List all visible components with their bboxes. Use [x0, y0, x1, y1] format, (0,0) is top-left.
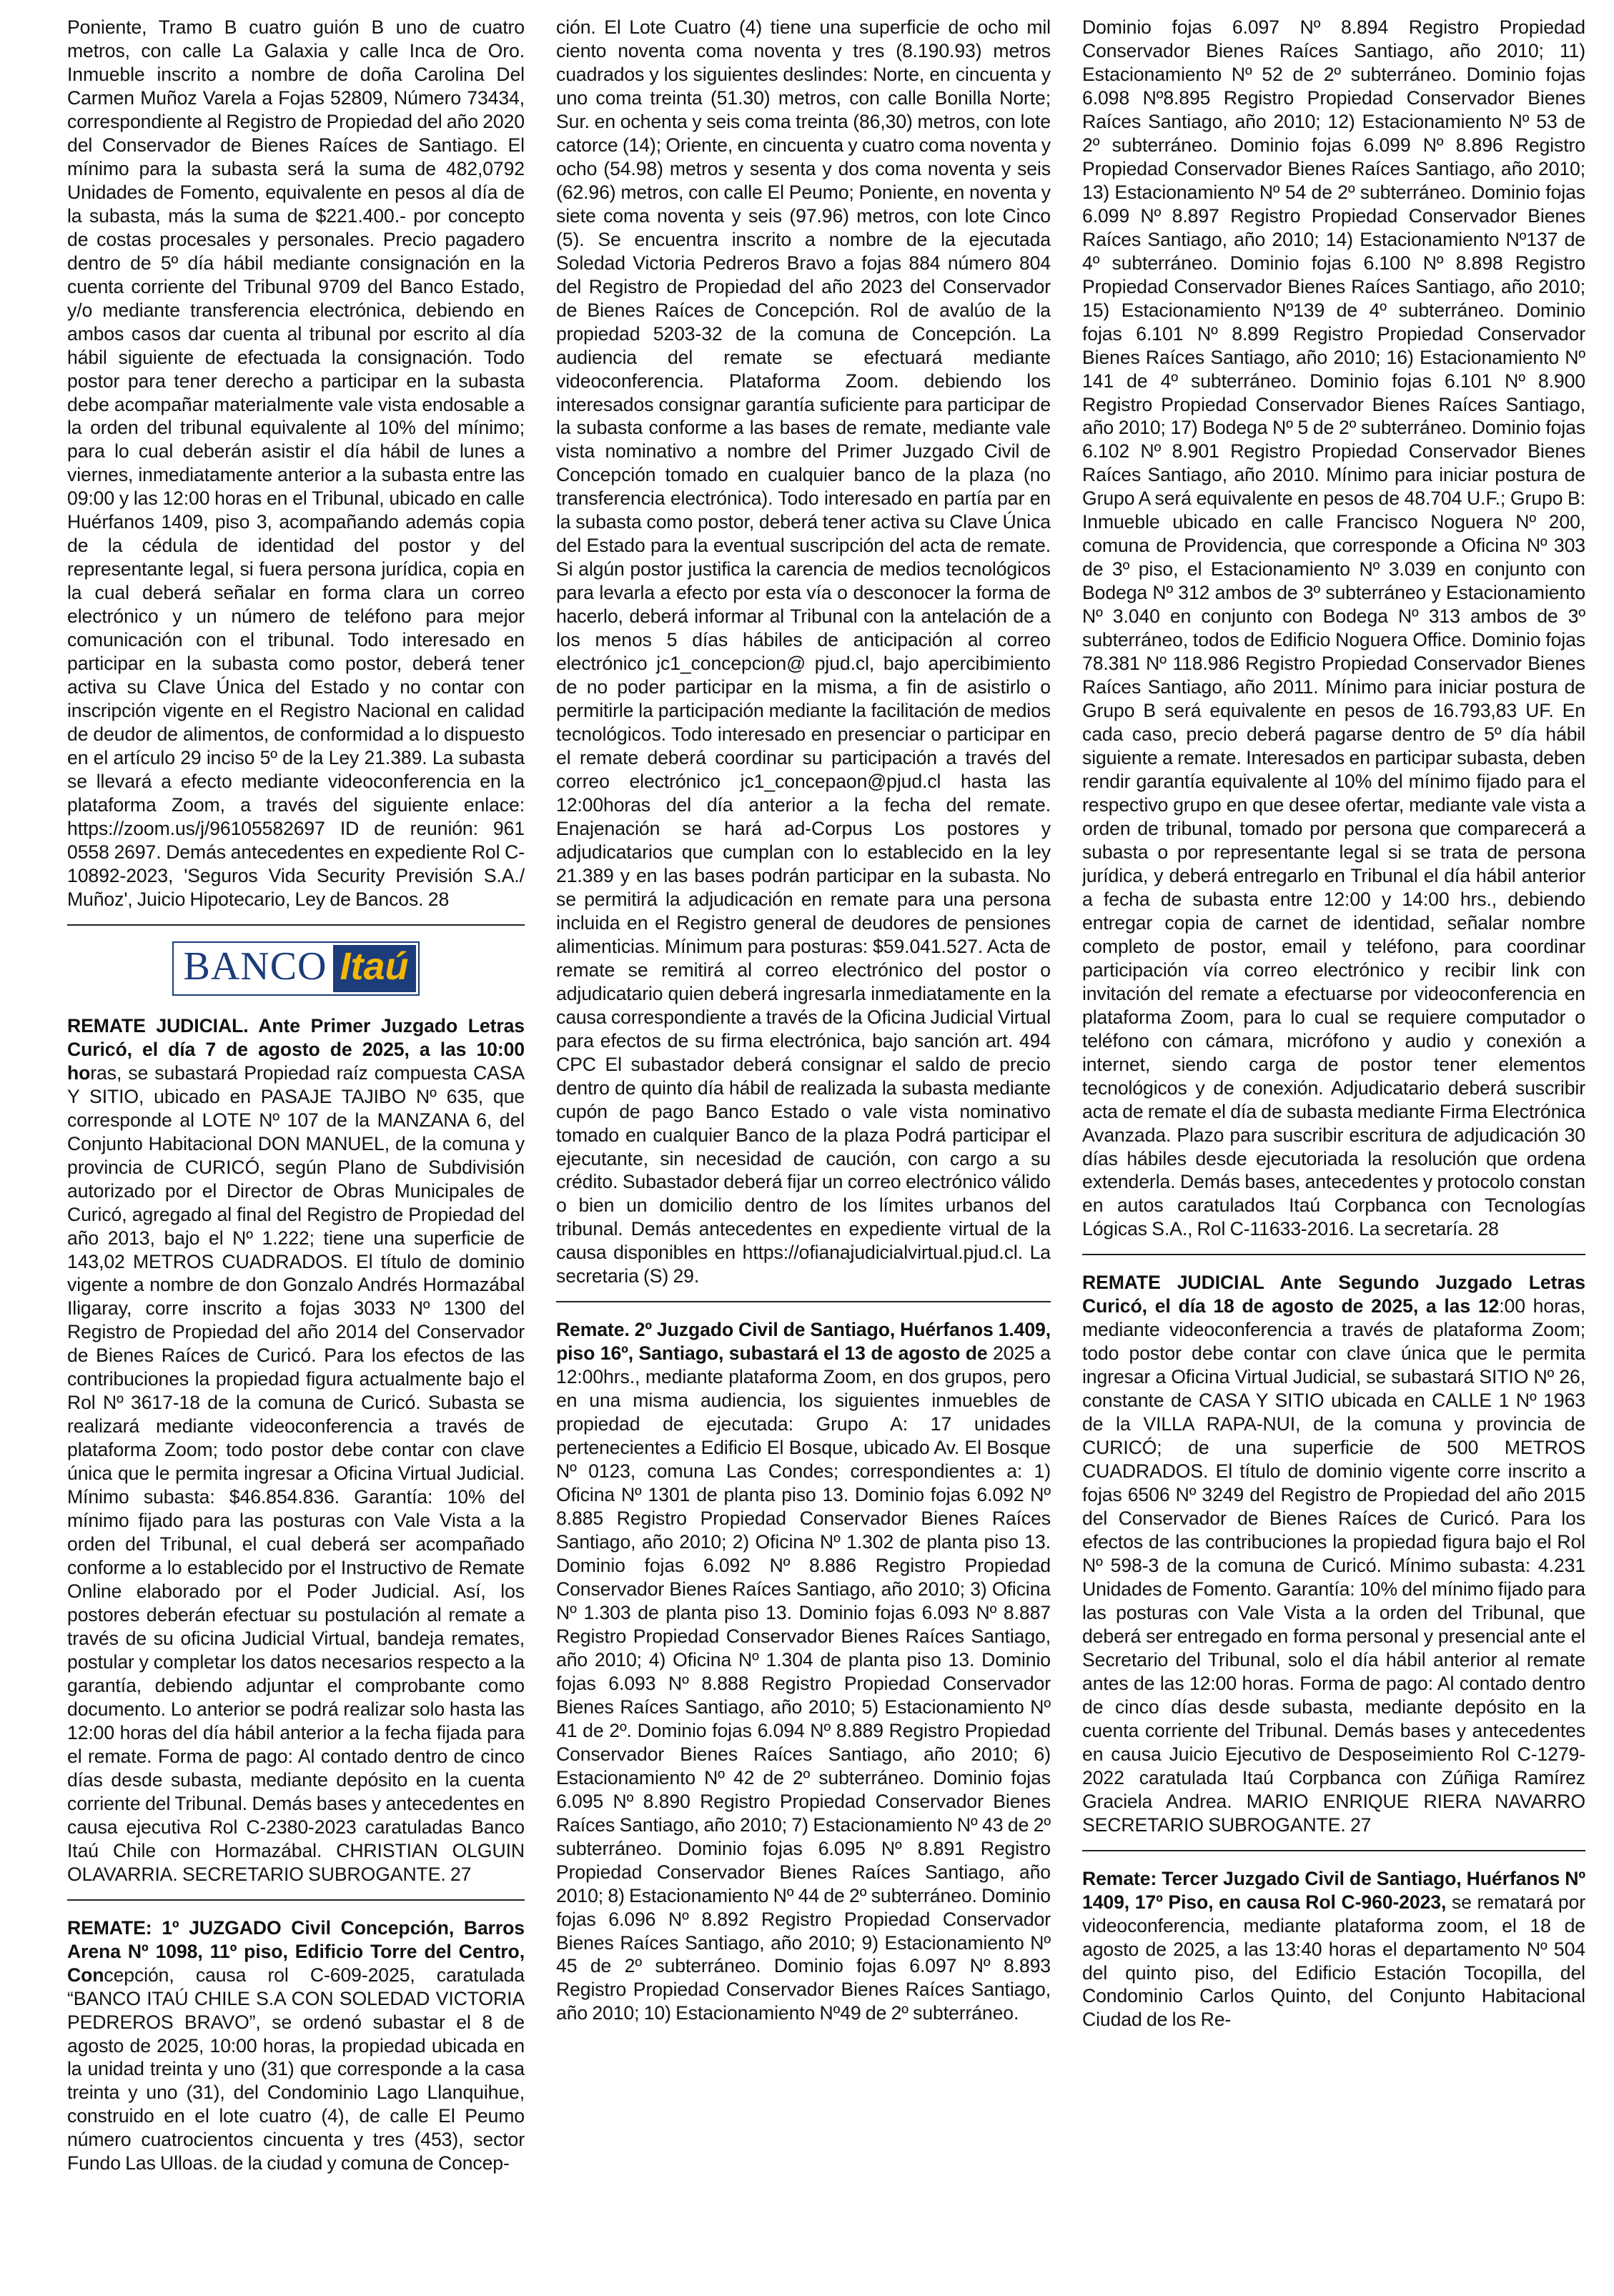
notice-heading: REMATE JUDICIAL. Ante Primer Juzgado Letras Curicó, el día 7 de agosto de 2025, a las 10:00 ho	[67, 1014, 525, 1084]
notice-continuation: Poniente, Tramo B cuatro guión B uno de cuatro metros, con calle La Galaxia y calle Inca de Oro. Inmueble inscrito a nombre de doña Carolina Del Carmen Muñoz Varela a Fojas 52809, Número 73434, correspondiente al Registro de Propiedad del año 2020 del Conservador de Bienes Raíces de Santiago. El mínimo para la subasta será la suma de 482,0792 Unidades de Fomento, equivalente en pesos al día de la subasta, más la suma de $221.400.- por concepto de costas procesales y personales. Precio pagadero dentro de 5º día hábil mediante consignación en la cuenta corriente del Tribunal 9709 del Banco Estado, y/o mediante transferencia electrónica, debiendo en ambos casos dar cuenta al tribunal por escrito al día hábil siguiente de efectuada la consignación. Todo postor para tener derecho a participar en la subasta debe acompañar materialmente vale vista endosable a la orden del tribunal equivalente al 10% del mínimo; para lo cual deberán asistir el día hábil de lunes a viernes, inmediatamente anterior a la subasta entre las 09:00 y las 12:00 horas en el Tribunal, ubicado en calle Huérfanos 1409, piso 3, acompañando además copia de la cédula de identidad del postor y del representante legal, si fuera persona jurídica, copia en la cual deberá señalar en forma clara un correo electrónico y un número de teléfono para mejor comunicación con el tribunal. Todo interesado en participar en la subasta como postor, deberá tener activa su Clave Única del Estado y no contar con inscripción vigente en el Registro Nacional en calidad de deudor de alimentos, de conformidad a lo dispuesto en el artículo 29 inciso 5º de la Ley 21.389. La subasta se llevará a efecto mediante videoconferencia en la plataforma Zoom, a través del siguiente enlace: https://zoom.us/j/96105582697 ID de reunión: 961 0558 2697. Demás antecedentes en expediente Rol C-10892-2023, 'Seguros Vida Security Previsión S.A./ Muñoz', Juicio Hipotecario, Ley de Bancos. 28	[67, 16, 525, 910]
divider	[1082, 1254, 1585, 1255]
divider	[67, 924, 525, 926]
notice-heading: REMATE: 1º JUZGADO Civil Concepción, Barros Arena Nº 1098, 11º piso, Edificio Torre del Centro, Con	[67, 1916, 525, 1986]
notice-continuation: ción. El Lote Cuatro (4) tiene una superficie de ocho mil ciento noventa coma noventa y tres (8.190.93) metros cuadrados y los siguientes deslindes: Norte, en cincuenta y uno coma treinta (51.30) metros, con calle Bonilla Norte; Sur. en ochenta y seis coma treinta (86,30) metros, con lote catorce (14); Oriente, en cincuenta y cuatro coma noventa y ocho (54.98) metros y sesenta y dos coma noventa y seis (62.96) metros, con calle El Peumo; Poniente, en noventa y siete coma noventa y seis (97.96) metros, con lote Cinco (5). Se encuentra inscrito a nombre de la ejecutada Soledad Victoria Pedreros Bravo a fojas 884 número 804 del Registro de Propiedad del año 2023 del Conservador de Bienes Raíces de Concepción. Rol de avalúo de la propiedad 5203-32 de la comuna de Concepción. La audiencia del remate se efectuará mediante videoconferencia. Plataforma Zoom. debiendo los interesados consignar garantía suficiente para participar de la subasta conforme a las bases de remate, mediante vale vista nominativo a nombre del Primer Juzgado Civil de Concepción tomado en cualquier banco de la plaza (no transferencia electrónica). Todo interesado en partía par en la subasta como postor, deberá tener activa su Clave Única del Estado para la eventual suscripción del acta de remate. Si algún postor justifica la carencia de medios tecnológicos para levarla a efecto por esta vía o desconocer la forma de hacerlo, deberá informar al Tribunal con la antelación de a los menos 5 días hábiles de anticipación al correo electrónico jc1_concepcion@ pjud.cl, bajo apercibimiento de no poder participar en la misma, a fin de asistirlo o permitirle la participación mediante la facilitación de medios tecnológicos. Todo interesado en presenciar o participar en el remate deberá coordinar su participación a través del correo electrónico jc1_concepaon@pjud.cl hasta las 12:00horas del día anterior a la fecha del remate. Enajenación se hará ad-Corpus Los postores y adjudicatarios que cumplan con lo establecido en la ley 21.389 y en las bases podrán participar en la subasta. No se permitirá la adjudicación en remate para una persona incluida en el Registro general de deudores de pensiones alimenticias. Mínimum para posturas: $59.041.527. Acta de remate se remitirá al correo electrónico del postor o adjudicatario quien deberá ingresarla inmediatamente en la causa correspondiente a través de la Oficina Judicial Virtual para efectos de su firma electrónica, bajo sanción art. 494 CPC El subastador deberá consignar el saldo de precio dentro de quinto día hábil de realizada la subasta mediante cupón de pago Banco Estado o vale vista nominativo tomado en cualquier Banco de la plaza Podrá participar el ejecutante, sin necesidad de caución, con cargo a su crédito. Subastador deberá fijar un correo electrónico válido o bien un domicilio dentro de los límites urbanos del tribunal. Demás antecedentes en expediente virtual de la causa disponibles en https://ofianajudicialvirtual.pjud.cl. La secretaria (S) 29.	[556, 16, 1051, 1287]
notice-continuation: Dominio fojas 6.097 Nº 8.894 Registro Propiedad Conservador Bienes Raíces Santiago, año 2010; 11) Estacionamiento Nº 52 de 2º subterráneo. Dominio fojas 6.098 Nº8.895 Registro Propiedad Conservador Bienes Raíces Santiago, año 2010; 12) Estacionamiento Nº 53 de 2º subterráneo. Dominio fojas 6.099 Nº 8.896 Registro Propiedad Conservador Bienes Raíces Santiago, año 2010; 13) Estacionamiento Nº 54 de 2º subterráneo. Dominio fojas 6.099 Nº 8.897 Registro Propiedad Conservador Bienes Raíces Santiago, año 2010; 14) Estacionamiento Nº137 de 4º subterráneo. Dominio fojas 6.100 Nº 8.898 Registro Propiedad Conservador Bienes Raíces Santiago, año 2010; 15) Estacionamiento Nº139 de 4º subterráneo. Dominio fojas 6.101 Nº 8.899 Registro Propiedad Conservador Bienes Raíces Santiago, año 2010; 16) Estacionamiento Nº 141 de 4º subterráneo. Dominio fojas 6.101 Nº 8.900 Registro Propiedad Conservador Bienes Raíces Santiago, año 2010; 17) Bodega Nº 5 de 2º subterráneo. Dominio fojas 6.102 Nº 8.901 Registro Propiedad Conservador Bienes Raíces Santiago, año 2010. Mínimo para iniciar postura de Grupo A será equivalente en pesos de 48.704 U.F.; Grupo B: Inmueble ubicado en calle Francisco Noguera Nº 200, comuna de Providencia, que corresponde a Oficina Nº 303 de 3º piso, el Estacionamiento Nº 3.039 en conjunto con Bodega Nº 312 ambos de 3º subterráneo y Estacionamiento Nº 3.040 en conjunto con Bodega Nº 313 ambos de 3º subterráneo, todos de Edificio Noguera Office. Dominio fojas 78.381 Nº 118.986 Registro Propiedad Conservador Bienes Raíces Santiago, año 2011. Mínimo para iniciar postura de Grupo B será equivalente en pesos de 16.793,83 UF. En cada caso, precio deberá pagarse dentro de 5º día hábil siguiente a remate. Interesados en participar subasta, deben rendir garantía equivalente al 10% del mínimo fijado para el respectivo grupo en que desee ofertar, mediante vale vista a orden de tribunal, tomado por persona que comparecerá a subasta o por representante legal si se trata de persona jurídica, y deberá entregarlo en Tribunal el día hábil anterior a fecha de subasta entre 12:00 y 14:00 hrs., debiendo entregar copia de carnet de identidad, señalar nombre completo de postor, email y teléfono, para coordinar participación vía correo electrónico y recibir link con invitación del remate a efectuarse por videoconferencia en plataforma Zoom, para lo cual se requiere computador o teléfono con cámara, micrófono y audio y conexión a internet, siendo carga de postor tener elementos tecnológicos y de conexión. Adjudicatario deberá suscribir acta de remate el día de subasta mediante Firma Electrónica Avanzada. Plazo para suscribir escritura de adjudicación 30 días hábiles desde ejecutoriada la resolución que ordena extenderla. Demás bases, antecedentes y protocolo constan en autos caratulados Itaú Corpbanca con Tecnologías Lógicas S.A., Rol C-11633-2016. La secretaría. 28	[1082, 16, 1585, 1240]
divider	[1082, 1850, 1585, 1851]
column-3	[1082, 16, 1585, 2289]
bank-logo	[67, 941, 525, 996]
notice-body: cepción, causa rol C-609-2025, caratulada “BANCO ITAÚ CHILE S.A CON SOLEDAD VICTORIA PEDREROS BRAVO”, se ordenó subastar el 8 de agosto de 2025, 10:00 horas, la propiedad ubicada en la unidad treinta y uno (31) que corresponde a la casa treinta y uno (31), del Condominio Lago Llanquihue, construido en el lote cuatro (4), de calle El Peumo número cuatrocientos cincuenta y tres (453), sector Fundo Las Ulloas. de la ciudad y comuna de Concep-	[67, 1964, 525, 2174]
notice-santiago-3	[1082, 1867, 1585, 2032]
banco-itau-logo	[172, 941, 419, 996]
notice-curico-2	[1082, 1271, 1585, 1836]
notice-heading: REMATE JUDICIAL Ante Segundo Juzgado Letras Curicó, el día 18 de agosto de 2025, a las 12	[1082, 1272, 1585, 1317]
logo-word: BANCO	[183, 944, 327, 989]
notice-heading: Remate: Tercer Juzgado Civil de Santiago, Huérfanos Nº 1409, 17º Piso, en causa Rol C-960-2023,	[1082, 1867, 1585, 1913]
notice-heading: Remate. 2º Juzgado Civil de Santiago, Huérfanos 1.409, piso 16º, Santiago, subastará el 13 de agosto de	[556, 1319, 1051, 1365]
notice-concepcion	[67, 1916, 525, 2176]
notice-curico-1	[67, 1014, 525, 1886]
column-1	[67, 16, 525, 2289]
notice-body: 2025 a 12:00hrs., mediante plataforma Zoom, en dos grupos, pero en una misma audiencia, los siguientes inmuebles de propiedad de ejecutada: Grupo A: 17 unidades pertenecientes a Edificio El Bosque, ubicado Av. El Bosque Nº 0123, comuna Las Condes; correspondientes a: 1) Oficina Nº 1301 de planta piso 13. Dominio fojas 6.092 Nº 8.885 Registro Propiedad Conservador Bienes Raíces Santiago, año 2010; 2) Oficina Nº 1.302 de planta piso 13. Dominio fojas 6.092 Nº 8.886 Registro Propiedad Conservador Bienes Raíces Santiago, año 2010; 3) Oficina Nº 1.303 de planta piso 13. Dominio fojas 6.093 Nº 8.887 Registro Propiedad Conservador Bienes Raíces Santiago, año 2010; 4) Oficina Nº 1.304 de planta piso 13. Dominio fojas 6.093 Nº 8.888 Registro Propiedad Conservador Bienes Raíces Santiago, año 2010; 5) Estacionamiento Nº 41 de 2º. Dominio fojas 6.094 Nº 8.889 Registro Propiedad Conservador Bienes Raíces Santiago, año 2010; 6) Estacionamiento Nº 42 de 2º subterráneo. Dominio fojas 6.095 Nº 8.890 Registro Propiedad Conservador Bienes Raíces Santiago, año 2010; 7) Estacionamiento Nº 43 de 2º subterráneo. Dominio fojas 6.095 Nº 8.891 Registro Propiedad Conservador Bienes Raíces Santiago, año 2010; 8) Estacionamiento Nº 44 de 2º subterráneo. Dominio fojas 6.096 Nº 8.892 Registro Propiedad Conservador Bienes Raíces Santiago, año 2010; 9) Estacionamiento Nº 45 de 2º subterráneo. Dominio fojas 6.097 Nº 8.893 Registro Propiedad Conservador Bienes Raíces Santiago, año 2010; 10) Estacionamiento Nº49 de 2º subterráneo.	[556, 1342, 1051, 2024]
divider	[67, 1899, 525, 1901]
notice-body: ras, se subastará Propiedad raíz compuesta CASA Y SITIO, ubicado en PASAJE TAJIBO Nº 635, que corresponde al LOTE Nº 107 de la MANZANA 6, del Conjunto Habitacional DON MANUEL, de la comuna y provincia de CURICÓ, según Plano de Subdivisión autorizado por el Director de Obras Municipales de Curicó, agregado al final del Registro de Propiedad del año 2013, bajo el Nº 1.222; tiene una superficie de 143,02 METROS CUADRADOS. El título de dominio vigente a nombre de don Gonzalo Andrés Hormazábal Iligaray, corre inscrito a fojas 3033 Nº 1300 del Registro de Propiedad del año 2014 del Conservador de Bienes Raíces de Curicó. Para los efectos de las contribuciones la propiedad figura actualmente bajo el Rol Nº 3617-18 de la comuna de Curicó. Subasta se realizará mediante videoconferencia a través de plataforma Zoom; todo postor debe contar con clave única que le permita ingresar a Oficina Virtual Judicial. Mínimo subasta: $46.854.836. Garantía: 10% del mínimo fijado para las posturas con Vale Vista a la orden del Tribunal, el cual deberá ser acompañado conforme a lo establecido por el Instructivo de Remate Online elaborado por el Poder Judicial. Así, los postores deberán efectuar su postulación al remate a través de su oficina Judicial Virtual, bandeja remates, postular y completar los datos necesarios respecto a la garantía, debiendo adjuntar el comprobante como documento. Lo anterior se podrá realizar solo hasta las 12:00 horas del día hábil anterior a la fecha fijada para el remate. Forma de pago: Al contado dentro de cinco días desde subasta, mediante depósito en la cuenta corriente del Tribunal. Demás bases y antecedentes en causa ejecutiva Rol C-2380-2023 caratuladas Banco Itaú Chile con Hormazábal. CHRISTIAN OLGUIN OLAVARRIA. SECRETARIO SUBROGANTE. 27	[67, 1062, 525, 1885]
notice-santiago-2	[556, 1318, 1051, 2025]
column-2	[556, 16, 1051, 2289]
logo-brand: Itaú	[333, 945, 416, 992]
notice-body: :00 horas, mediante videoconferencia a través de plataforma Zoom; todo postor debe contar con clave única que le permita ingresar a Oficina Virtual Judicial, se subastará SITIO Nº 26, constante de CASA Y SITIO ubicada en CALLE 1 Nº 1963 de la VILLA RAPA-NUI, de la comuna y provincia de CURICÓ; de una superficie de 500 METROS CUADRADOS. El título de dominio vigente corre inscrito a fojas 6506 Nº 3249 del Registro de Propiedad del año 2015 del Conservador de Bienes Raíces de Curicó. Para los efectos de las contribuciones la propiedad figura bajo el Rol Nº 598-3 de la comuna de Curicó. Mínimo subasta: 4.231 Unidades de Fomento. Garantía: 10% del mínimo fijado para las posturas con Vale Vista a la orden del Tribunal, que deberá ser entregado en forma personal y presencial ante el Secretario del Tribunal, solo el día hábil anterior al remate antes de las 12:00 horas. Forma de pago: Al contado dentro de cinco días desde subasta, mediante depósito en la cuenta corriente del Tribunal. Demás bases y antecedentes en causa Juicio Ejecutivo de Desposeimiento Rol C-1279-2022 caratulada Itaú Corpbanca con Zúñiga Ramírez Graciela Andrea. MARIO ENRIQUE RIERA NAVARRO SECRETARIO SUBROGANTE. 27	[1082, 1295, 1585, 1836]
divider	[556, 1301, 1051, 1302]
notice-body: se rematará por videoconferencia, mediante plataforma zoom, el 18 de agosto de 2025, a las 13:40 horas el departamento Nº 504 del quinto piso, del Edificio Estación Tocopilla, del Condominio Carlos Quinto, del Conjunto Habitacional Ciudad de los Re-	[1082, 1891, 1585, 2031]
